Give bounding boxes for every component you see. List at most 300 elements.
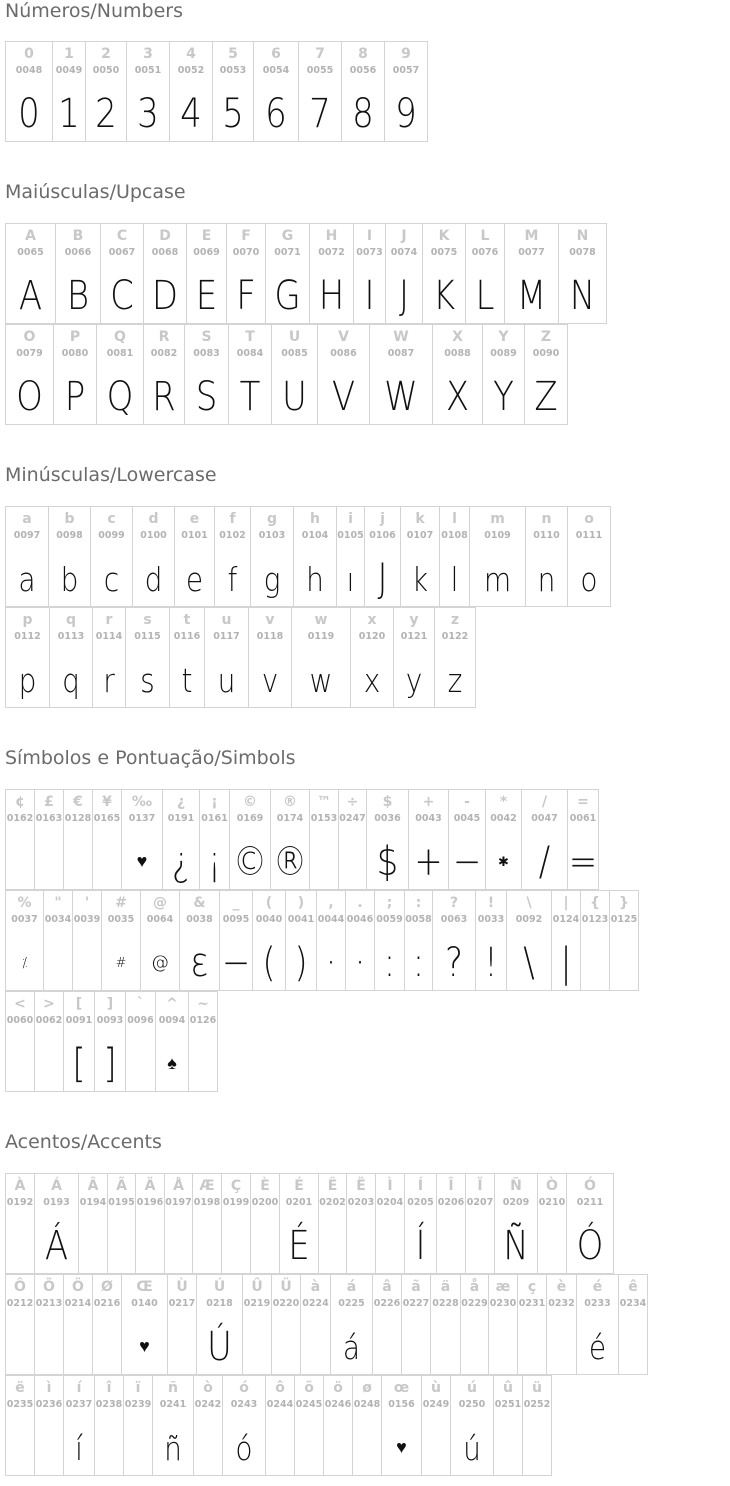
character-code: 0075 <box>430 247 458 258</box>
character-label: q <box>65 612 77 628</box>
glyph-cell <box>506 890 552 991</box>
glyph-sample: á <box>342 1327 361 1367</box>
character-label: ã <box>411 1279 421 1295</box>
glyph-cell <box>517 1274 547 1375</box>
glyph-sample: $ <box>376 839 399 885</box>
glyph-cell <box>253 41 299 142</box>
glyph-sample: # <box>115 955 127 971</box>
glyph-cell <box>126 41 170 142</box>
glyph-cell <box>439 506 470 607</box>
glyph-cell <box>551 890 581 991</box>
character-code: 0081 <box>106 348 134 359</box>
character-label: & <box>193 895 206 911</box>
character-label: o <box>584 511 594 527</box>
glyph-row <box>5 991 217 1092</box>
glyph-sample <box>424 1420 448 1476</box>
glyph-cell <box>475 890 507 991</box>
character-code: 0137 <box>128 813 156 824</box>
glyph-cell <box>350 607 394 708</box>
character-code: 0206 <box>437 1197 465 1208</box>
glyph-cell <box>504 223 559 324</box>
glyph-sample <box>549 1319 574 1375</box>
character-label: Ò <box>546 1178 558 1194</box>
character-code: 0234 <box>619 1298 647 1309</box>
glyph-sample: z <box>447 660 463 700</box>
character-code: 0245 <box>295 1399 323 1410</box>
glyph-sample <box>196 1420 220 1476</box>
glyph-sample: ¿ <box>171 839 191 885</box>
glyph-sample <box>95 834 119 890</box>
glyph-cell <box>341 41 385 142</box>
glyph-cell <box>421 1375 451 1476</box>
glyph-cell <box>488 1274 518 1375</box>
glyph-cell <box>100 223 144 324</box>
glyph-sample: R <box>152 374 176 420</box>
glyph-row <box>5 890 638 991</box>
glyph-sample: s <box>140 660 155 700</box>
character-label: Œ <box>136 1279 153 1295</box>
character-code: 0165 <box>93 813 121 824</box>
character-code: 0053 <box>219 65 247 76</box>
character-label: û <box>503 1380 513 1396</box>
character-code: 0095 <box>222 914 250 925</box>
glyph-row <box>5 1375 551 1476</box>
character-code: 0062 <box>35 1015 63 1026</box>
character-label: Æ <box>199 1178 215 1194</box>
character-code: 0123 <box>581 914 609 925</box>
character-label: Î <box>448 1178 454 1194</box>
character-code: 0191 <box>167 813 195 824</box>
glyph-sample <box>8 1036 32 1092</box>
character-label: _ <box>232 895 240 911</box>
character-code: 0162 <box>6 813 34 824</box>
glyph-cell <box>125 991 156 1092</box>
character-label: ë <box>15 1380 25 1396</box>
glyph-row <box>5 1274 647 1375</box>
character-label: ì <box>46 1380 52 1396</box>
character-label: 1 <box>64 46 74 62</box>
character-code: 0117 <box>213 631 240 642</box>
glyph-sample <box>110 1218 133 1274</box>
character-code: 0220 <box>272 1298 300 1309</box>
character-code: 0079 <box>16 348 43 359</box>
glyph-sample <box>167 1218 190 1274</box>
character-label: á <box>346 1279 357 1295</box>
character-code: 0121 <box>400 631 428 642</box>
glyph-sample <box>321 1218 344 1274</box>
glyph-sample <box>37 1036 61 1092</box>
glyph-sample: l <box>450 559 459 599</box>
glyph-sample: I <box>364 273 375 319</box>
character-label: Ã <box>116 1178 127 1194</box>
glyph-cell <box>465 1173 495 1274</box>
glyph-sample <box>66 834 90 890</box>
glyph-sample <box>612 935 636 991</box>
glyph-cell <box>309 223 354 324</box>
glyph-cell <box>465 223 505 324</box>
character-label: F <box>241 228 251 244</box>
character-label: ù <box>431 1380 441 1396</box>
character-label: G <box>281 228 294 244</box>
glyph-sample: ] <box>103 1041 117 1087</box>
glyph-sample: C <box>110 273 134 319</box>
glyph-cell <box>229 789 271 890</box>
glyph-cell <box>5 1173 35 1274</box>
character-code: 0100 <box>140 530 167 541</box>
character-label: K <box>438 228 450 244</box>
character-label: N <box>576 228 589 244</box>
glyph-sample: ( <box>262 940 276 986</box>
glyph-cell <box>143 324 185 425</box>
glyph-sample <box>95 1319 119 1375</box>
character-label: / <box>541 794 548 810</box>
section-title-upcase: Maiúsculas/Upcase <box>5 181 186 203</box>
character-code: 0071 <box>274 247 301 258</box>
character-label: ê <box>628 1279 638 1295</box>
glyph-sample: o <box>580 559 598 599</box>
character-code: 0119 <box>307 631 335 642</box>
character-label: W <box>393 329 409 345</box>
character-code: 0040 <box>255 914 283 925</box>
character-label: U <box>288 329 301 345</box>
character-label: X <box>452 329 463 345</box>
glyph-sample: Z <box>534 374 558 420</box>
character-code: 0218 <box>206 1298 233 1309</box>
glyph-sample: y <box>405 660 423 700</box>
glyph-sample: ♠ <box>167 1053 177 1074</box>
glyph-sample <box>195 1218 219 1274</box>
character-label: k <box>415 511 425 527</box>
character-code: 0039 <box>73 914 101 925</box>
glyph-sample: @ <box>151 952 169 973</box>
character-label: ç <box>527 1279 537 1295</box>
glyph-sample: / <box>538 839 551 885</box>
glyph-cell <box>226 223 266 324</box>
character-code: 0073 <box>356 247 383 258</box>
glyph-sample <box>8 1420 32 1476</box>
glyph-sample: p <box>18 660 37 700</box>
character-code: 0097 <box>13 530 41 541</box>
character-label: E <box>201 228 212 244</box>
character-label: V <box>338 329 349 345</box>
glyph-sample <box>404 1319 428 1375</box>
character-code: 0086 <box>330 348 357 359</box>
character-code: 0118 <box>256 631 284 642</box>
character-code: 0074 <box>390 247 418 258</box>
character-label: b <box>64 511 75 527</box>
character-code: 0126 <box>189 1015 217 1026</box>
glyph-cell <box>384 41 428 142</box>
glyph-cell <box>482 324 525 425</box>
glyph-cell <box>400 506 440 607</box>
character-label: Ê <box>327 1178 338 1194</box>
character-label: 3 <box>143 46 153 62</box>
character-code: 0249 <box>422 1399 450 1410</box>
glyph-cell <box>96 324 144 425</box>
glyph-cell <box>242 1274 272 1375</box>
glyph-sample: r <box>103 660 115 700</box>
character-label: l <box>452 511 457 527</box>
glyph-cell <box>167 1274 197 1375</box>
character-code: 0093 <box>96 1015 124 1026</box>
glyph-cell <box>408 789 449 890</box>
character-code: 0250 <box>458 1399 486 1410</box>
character-code: 0065 <box>17 247 44 258</box>
glyph-cell <box>92 789 122 890</box>
glyph-sample <box>274 1319 298 1375</box>
glyph-cell <box>169 41 213 142</box>
glyph-sample: © <box>233 839 267 885</box>
glyph-sample: S <box>195 374 218 420</box>
character-code: 0111 <box>575 530 603 541</box>
character-label: % <box>17 895 32 911</box>
character-label: @ <box>153 895 167 911</box>
glyph-cell <box>323 1375 353 1476</box>
glyph-cell <box>125 607 170 708</box>
glyph-sample: u <box>217 660 236 700</box>
glyph-cell <box>330 1274 373 1375</box>
glyph-cell <box>366 789 409 890</box>
character-code: 0213 <box>35 1298 63 1309</box>
glyph-cell <box>186 223 227 324</box>
glyph-sample: − <box>452 839 482 885</box>
glyph-sample <box>245 1319 269 1375</box>
character-label: ' <box>84 895 90 911</box>
character-code: 0036 <box>374 813 401 824</box>
character-label: È <box>260 1178 270 1194</box>
glyph-sample: 5 <box>222 91 244 137</box>
character-code: 0174 <box>276 813 304 824</box>
character-code: 0066 <box>64 247 92 258</box>
character-label: ) <box>297 895 305 911</box>
glyph-sample: V <box>331 374 356 420</box>
glyph-cell <box>5 1375 35 1476</box>
glyph-sample <box>8 834 32 890</box>
character-code: 0061 <box>569 813 597 824</box>
glyph-cell <box>404 890 433 991</box>
glyph-sample: \ <box>523 940 535 986</box>
glyph-sample: Y <box>493 374 514 420</box>
glyph-sample <box>128 1036 153 1092</box>
section-title-numbers: Números/Numbers <box>5 0 183 22</box>
character-label: x <box>367 612 377 628</box>
glyph-sample: W <box>384 374 418 420</box>
glyph-sample: q <box>62 660 80 700</box>
character-label: Å <box>173 1178 184 1194</box>
character-code: 0099 <box>98 530 125 541</box>
glyph-sample: F <box>236 273 256 319</box>
glyph-cell <box>493 1375 523 1476</box>
character-label: õ <box>304 1380 314 1396</box>
glyph-sample <box>191 1036 215 1092</box>
glyph-cell <box>291 607 351 708</box>
glyph-sample <box>37 834 61 890</box>
character-code: 0247 <box>339 813 366 824</box>
glyph-cell <box>372 1274 402 1375</box>
glyph-sample: Ó <box>576 1223 604 1269</box>
character-label: : <box>415 895 422 911</box>
glyph-cell <box>196 1274 243 1375</box>
character-code: 0161 <box>201 813 228 824</box>
character-code: 0125 <box>610 914 638 925</box>
character-code: 0076 <box>471 247 499 258</box>
character-label: ú <box>467 1380 477 1396</box>
glyph-cell <box>422 223 466 324</box>
character-label: n <box>541 511 552 527</box>
glyph-cell <box>55 223 101 324</box>
glyph-cell <box>169 607 205 708</box>
character-label: Z <box>540 329 552 345</box>
glyph-sample <box>463 1319 486 1375</box>
glyph-cell <box>184 324 229 425</box>
character-label: c <box>107 511 116 527</box>
character-code: 0229 <box>461 1298 488 1309</box>
glyph-cell <box>293 506 337 607</box>
character-label: < <box>14 996 26 1012</box>
character-code: 0248 <box>353 1399 381 1410</box>
glyph-cell <box>524 324 568 425</box>
character-label: M <box>524 228 539 244</box>
glyph-cell <box>52 41 86 142</box>
character-code: 0057 <box>392 65 420 76</box>
character-label: Ú <box>213 1279 226 1295</box>
glyph-cell <box>5 607 50 708</box>
character-code: 0198 <box>193 1197 221 1208</box>
character-label: u <box>221 612 232 628</box>
glyph-sample <box>378 1218 402 1274</box>
glyph-sample: X <box>445 374 470 420</box>
glyph-sample: é <box>588 1327 607 1367</box>
character-code: 0225 <box>338 1298 365 1309</box>
character-code: 0080 <box>61 348 89 359</box>
character-code: 0237 <box>65 1399 93 1410</box>
glyph-sample: : <box>412 940 425 986</box>
glyph-row <box>5 789 598 890</box>
character-code: 0098 <box>56 530 83 541</box>
glyph-cell <box>53 324 97 425</box>
character-code: 0048 <box>15 65 43 76</box>
glyph-cell <box>72 890 102 991</box>
character-label: Ï <box>477 1178 483 1194</box>
glyph-sample: Í <box>415 1223 426 1269</box>
character-label: ~ <box>197 996 209 1012</box>
glyph-sample <box>81 1218 105 1274</box>
glyph-cell <box>522 1375 552 1476</box>
character-label: 4 <box>186 46 196 62</box>
glyph-cell <box>352 1375 382 1476</box>
glyph-cell <box>199 789 230 890</box>
character-label: Y <box>498 329 509 345</box>
glyph-cell <box>265 223 310 324</box>
character-label: d <box>148 511 159 527</box>
character-label: J <box>401 228 407 244</box>
character-label: Â <box>87 1178 99 1194</box>
glyph-sample <box>491 1319 515 1375</box>
character-code: 0054 <box>262 65 290 76</box>
character-label: è <box>556 1279 567 1295</box>
character-label: £ <box>44 794 54 810</box>
glyph-sample: 2 <box>95 91 117 137</box>
glyph-sample: | <box>560 940 572 986</box>
glyph-cell <box>336 506 365 607</box>
character-code: 0226 <box>373 1298 401 1309</box>
glyph-sample <box>341 834 364 890</box>
glyph-sample: : <box>383 940 396 986</box>
character-code: 0124 <box>552 914 580 925</box>
glyph-cell <box>188 991 218 1092</box>
character-code: 0077 <box>518 247 545 258</box>
character-code: 0243 <box>230 1399 258 1410</box>
character-label: Ù <box>176 1279 188 1295</box>
glyph-sample: ♥ <box>139 1336 150 1357</box>
glyph-cell <box>485 789 522 890</box>
glyph-sample: a <box>18 559 36 599</box>
glyph-sample <box>326 1420 350 1476</box>
character-code: 0140 <box>131 1298 158 1309</box>
glyph-sample: Á <box>44 1223 69 1269</box>
glyph-sample: d <box>144 559 163 599</box>
character-label: a <box>22 511 32 527</box>
character-label: ¢ <box>15 794 25 810</box>
glyph-cell <box>34 789 64 890</box>
glyph-cell <box>193 1375 223 1476</box>
character-code: 0050 <box>92 65 120 76</box>
character-label: r <box>105 612 113 628</box>
glyph-cell <box>252 890 286 991</box>
glyph-sample <box>268 1420 292 1476</box>
character-code: 0049 <box>55 65 83 76</box>
glyph-cell <box>250 1173 280 1274</box>
character-code: 0092 <box>515 914 543 925</box>
character-code: 0103 <box>258 530 286 541</box>
section-title-lowercase: Minúsculas/Lowercase <box>5 464 217 486</box>
character-label: " <box>54 895 62 911</box>
glyph-sample: 8 <box>352 91 374 137</box>
glyph-cell <box>432 890 476 991</box>
glyph-sample: ñ <box>164 1428 182 1468</box>
character-code: 0195 <box>108 1197 135 1208</box>
character-code: 0063 <box>440 914 468 925</box>
character-code: 0128 <box>64 813 92 824</box>
glyph-sample: ⁒ <box>21 955 28 971</box>
character-label: H <box>325 228 338 244</box>
glyph-cell <box>576 1274 619 1375</box>
character-label: P <box>69 329 81 345</box>
glyph-sample <box>46 935 70 991</box>
glyph-sample: g <box>263 559 281 599</box>
character-code: 0055 <box>306 65 334 76</box>
glyph-sample <box>312 834 336 890</box>
character-code: 0246 <box>324 1399 352 1410</box>
glyph-cell <box>558 223 607 324</box>
character-label: ô <box>275 1380 285 1396</box>
glyph-cell <box>318 1173 347 1274</box>
character-label: t <box>183 612 191 628</box>
glyph-cell <box>469 506 526 607</box>
character-code: 0045 <box>453 813 481 824</box>
glyph-row <box>5 1173 613 1274</box>
character-code: 0058 <box>405 914 432 925</box>
character-label: w <box>314 612 328 628</box>
glyph-cell <box>132 506 175 607</box>
glyph-sample <box>37 1319 61 1375</box>
glyph-cell <box>300 1274 331 1375</box>
glyph-cell <box>430 1274 461 1375</box>
glyph-sample: m <box>483 559 512 599</box>
glyph-row <box>5 607 475 708</box>
character-code: 0156 <box>388 1399 415 1410</box>
glyph-cell <box>101 890 141 991</box>
